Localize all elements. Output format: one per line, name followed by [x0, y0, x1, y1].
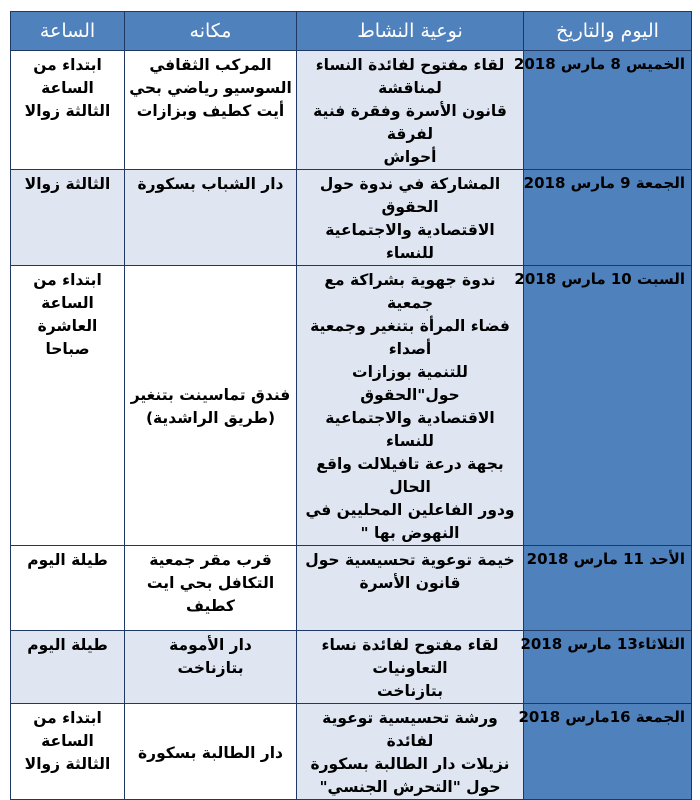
- day-date-cell: الخميس 8 مارس 2018: [524, 51, 692, 170]
- day-date-cell: الجمعة 16مارس 2018: [524, 704, 692, 800]
- activity-text: لقاء مفتوح لفائدة النساء لمناقشة قانون الأسرة وفقرة فنية لفرقة أحواش: [313, 56, 507, 166]
- activity-cell: [297, 51, 524, 170]
- activity-cell: [297, 170, 524, 266]
- place-cell: [125, 704, 297, 800]
- activity-cell: [297, 704, 524, 800]
- header-activity-type: نوعية النشاط: [297, 12, 524, 51]
- header-time: الساعة: [11, 12, 125, 51]
- header-day-date: اليوم والتاريخ: [524, 12, 692, 51]
- activity-cell: [297, 266, 524, 546]
- place-cell: [125, 170, 297, 266]
- table-row: [11, 266, 692, 546]
- place-text: دار الطالبة بسكورة: [138, 743, 283, 762]
- table-row: [11, 546, 692, 631]
- place-text: فندق تماسينت بتنغير (طريق الراشدية): [130, 386, 291, 427]
- table-row: [11, 704, 692, 800]
- activity-cell: [297, 631, 524, 704]
- activity-text: لقاء مفتوح لفائدة نساء التعاونيات بتازناخت: [321, 636, 499, 700]
- place-text: قرب مقر جمعية التكافل بحي ايت كطيف: [146, 551, 275, 615]
- time-text: طيلة اليوم: [27, 636, 108, 654]
- place-cell: [125, 266, 297, 546]
- table-row: [11, 170, 692, 266]
- day-date-cell: الثلاثاء13 مارس 2018: [524, 631, 692, 704]
- time-cell: [11, 704, 125, 800]
- time-cell: [11, 546, 125, 631]
- time-text: طيلة اليوم: [27, 551, 108, 569]
- activity-text: ورشة تحسيسية توعوية لفائدة نزيلات دار الطالبة بسكورة حول "التحرش الجنسي": [310, 709, 510, 796]
- place-text: المركب الثقافي السوسيو رياضي بحي أيت كطيف وبزازات: [129, 56, 292, 120]
- place-cell: [125, 51, 297, 170]
- activity-text: ندوة جهوية بشراكة مع جمعية فضاء المرأة بتنغير وجمعية أصداء للتنمية بوزازات حول"الحقوق الاقتصادية والاجتماعية للنساء بجهة درعة تافيلالت واقع الحال ودور الفاعلين المحليين في النهوض بها ": [305, 271, 515, 542]
- time-text: الثالثة زوالا: [24, 175, 111, 193]
- day-date-cell: السبت 10 مارس 2018: [524, 266, 692, 546]
- time-cell: [11, 51, 125, 170]
- time-cell: [11, 631, 125, 704]
- activity-text: خيمة توعوية تحسيسية حول قانون الأسرة: [305, 551, 515, 592]
- activity-text: المشاركة في ندوة حول الحقوق الاقتصادية والاجتماعية للنساء: [319, 175, 501, 262]
- activity-cell: [297, 546, 524, 631]
- schedule-table: [10, 11, 692, 800]
- day-date-cell: الأحد 11 مارس 2018: [524, 546, 692, 631]
- table-row: [11, 631, 692, 704]
- time-cell: [11, 170, 125, 266]
- time-text: ابتداء من الساعة الثالثة زوالا: [24, 56, 111, 120]
- place-text: دار الشباب بسكورة: [137, 175, 284, 193]
- header-row: [11, 12, 692, 51]
- time-text: ابتداء من الساعة العاشرة صباحا: [33, 271, 102, 358]
- place-cell: [125, 546, 297, 631]
- time-cell: [11, 266, 125, 546]
- header-place: مكانه: [125, 12, 297, 51]
- place-text: دار الأمومة بتازناخت: [169, 636, 252, 677]
- day-date-cell: الجمعة 9 مارس 2018: [524, 170, 692, 266]
- place-cell: [125, 631, 297, 704]
- time-text: ابتداء من الساعة الثالثة زوالا: [24, 709, 111, 773]
- table-row: [11, 51, 692, 170]
